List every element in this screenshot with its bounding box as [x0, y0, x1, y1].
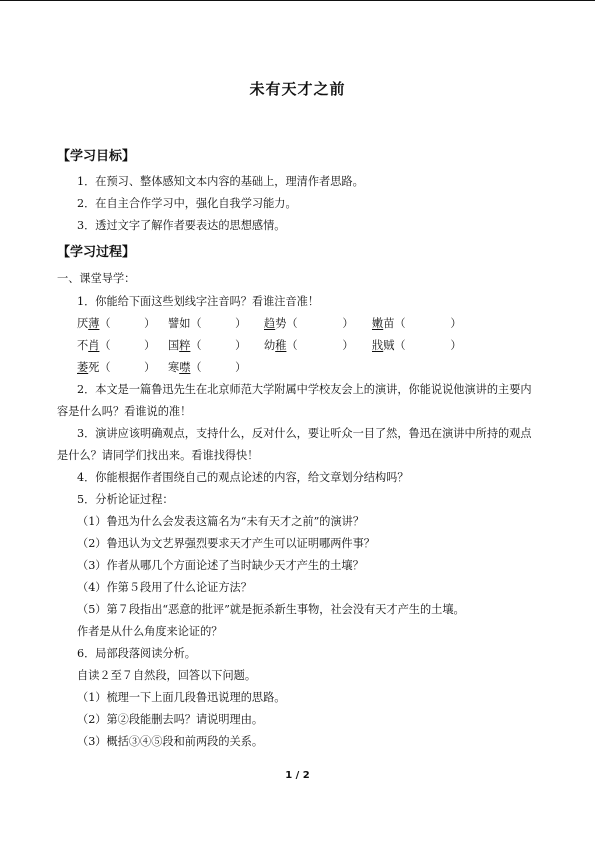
vocab-item: 幼稚（ ）	[264, 339, 354, 352]
question-5-item: （2）鲁迅认为文艺界强烈要求天才产生可以证明哪两件事？	[77, 537, 375, 550]
question-3: 3．演讲应该明确观点，支持什么，反对什么，要让听众一目了然，鲁迅在演讲中所持的观点是什么？请同学们找出来。看谁找得快！	[57, 427, 532, 462]
question-5-item: （3）作者从哪几个方面论述了当时缺少天才产生的土壤？	[77, 559, 364, 572]
question-4: 4．你能根据作者围绕自己的观点论述的内容，给文章划分结构吗？	[77, 471, 409, 484]
goal-item: 1．在预习、整体感知文本内容的基础上，理清作者思路。	[77, 175, 364, 188]
vocab-item: 国粹（ ）	[168, 339, 247, 352]
vocab-item: 趋势（ ）	[264, 317, 354, 330]
question-5-item: （5）第７段指出“恶意的批评”就是扼杀新生事物，社会没有天才产生的土壤。	[77, 603, 465, 616]
vocab-item: 嫩苗（ ）	[372, 317, 462, 330]
page-number: 1 / 2	[285, 770, 310, 781]
goal-item: 3．透过文字了解作者要表达的思想感情。	[77, 219, 286, 232]
question-5-tail: 作者是从什么角度来论证的？	[77, 625, 223, 638]
vocab-item: 不肖（ ）	[77, 339, 156, 352]
question-5-item: （4）作第５段用了什么论证方法？	[77, 581, 252, 594]
process-heading: 【学习过程】	[57, 245, 136, 260]
question-6-item: （3）概括③④⑤段和前两段的关系。	[77, 735, 264, 748]
vocab-item: 寒噤（ ）	[168, 361, 247, 374]
document-title: 未有天才之前	[249, 80, 346, 98]
question-5-item: （1）鲁迅为什么会发表这篇名为“未有天才之前”的演讲？	[77, 515, 365, 528]
question-2: 2．本文是一篇鲁迅先生在北京师范大学附属中学校友会上的演讲，你能说说他演讲的主要内容是什么吗？看谁说的准！	[57, 383, 532, 418]
question-6-item: （1）梳理一下上面几段鲁迅说理的思路。	[77, 691, 286, 704]
top-rule	[0, 0, 595, 1]
goal-item: 2．在自主合作学习中，强化自我学习能力。	[77, 197, 297, 210]
vocab-item: 厌薄（ ）	[77, 317, 156, 330]
question-6-intro: 自读２至７自然段，回答以下问题。	[77, 669, 257, 682]
question-6-item: （2）第②段能删去吗？请说明理由。	[77, 713, 264, 726]
question-6: 6．局部段落阅读分析。	[77, 647, 196, 660]
part-heading: 一、课堂导学：	[57, 272, 136, 285]
vocab-item: 譬如（ ）	[168, 317, 247, 330]
question-1: 1．你能给下面这些划线字注音吗？看谁注音准！	[77, 295, 320, 308]
question-5: 5．分析论证过程：	[77, 493, 174, 506]
vocab-item: 戕贼（ ）	[372, 339, 462, 352]
vocab-item: 萎死（ ）	[77, 361, 156, 374]
goals-heading: 【学习目标】	[57, 149, 136, 164]
